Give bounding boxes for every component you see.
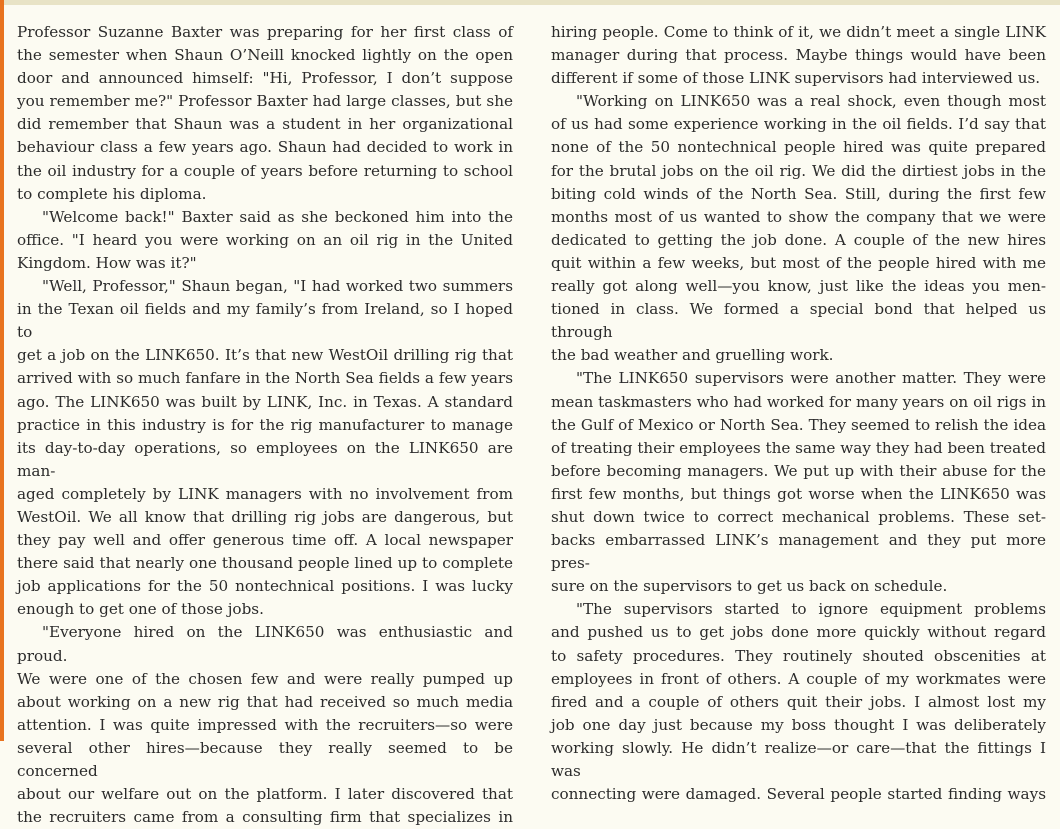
- text-line: job applications for the 50 nontechnical positions. I was lucky: [17, 577, 513, 596]
- text-line: dedicated to getting the job done. A couple of the new hires: [551, 230, 1046, 249]
- text-line: Kingdom. How was it?": [17, 253, 197, 272]
- text-line: in the Texan oil fields and my family’s from Ireland, so I hoped to: [17, 300, 513, 342]
- text-line: none of the 50 nontechnical people hired was quite prepared: [551, 138, 1046, 157]
- text-line: "Welcome back!" Baxter said as she beckoned him into the: [42, 207, 513, 226]
- text-line: quit within a few weeks, but most of the people hired with me: [551, 253, 1046, 272]
- text-line: "Working on LINK650 was a real shock, even though most: [576, 92, 1046, 111]
- text-line: practice in this industry is for the rig manufacturer to manage: [17, 415, 513, 434]
- text-line: the Gulf of Mexico or North Sea. They seemed to relish the idea: [551, 415, 1046, 434]
- text-line: employees in front of others. A couple of my workmates were: [551, 669, 1046, 688]
- text-line: about working on a new rig that had received so much media: [17, 692, 513, 711]
- text-line: behaviour class a few years ago. Shaun had decided to work in: [17, 138, 513, 157]
- text-line: to complete his diploma.: [17, 184, 207, 203]
- paragraph: [17, 275, 513, 621]
- text-line: the recruiters came from a consulting firm that specializes in: [17, 808, 513, 827]
- text-line: mean taskmasters who had worked for many years on oil rigs in: [551, 392, 1046, 411]
- paragraph: [551, 598, 1046, 806]
- paragraph: [551, 367, 1046, 598]
- text-line: door and announced himself: "Hi, Professor, I don’t suppose: [17, 69, 513, 88]
- paragraph: [17, 21, 513, 206]
- text-line: "The LINK650 supervisors were another matter. They were: [576, 369, 1046, 388]
- text-line: really got along well—you know, just like the ideas you men-: [551, 277, 1046, 296]
- text-line: to safety procedures. They routinely shouted obscenities at: [551, 646, 1046, 665]
- text-line: the bad weather and gruelling work.: [551, 346, 834, 365]
- text-line: sure on the supervisors to get us back on schedule.: [551, 577, 948, 596]
- text-line: backs embarrassed LINK’s management and they put more pres-: [551, 531, 1046, 573]
- text-line: working slowly. He didn’t realize—or care—that the fittings I was: [551, 738, 1046, 780]
- text-line: Professor Suzanne Baxter was preparing for her first class of: [17, 23, 513, 41]
- text-line: manager during that process. Maybe things would have been: [551, 46, 1046, 65]
- text-line: hiring people. Come to think of it, we didn’t meet a single LINK: [551, 23, 1046, 41]
- text-line: job one day just because my boss thought I was deliberately: [551, 715, 1046, 734]
- text-line: of treating their employees the same way they had been treated: [551, 438, 1046, 457]
- text-line: there said that nearly one thousand people lined up to complete: [17, 554, 513, 573]
- text-line: you remember me?" Professor Baxter had large classes, but she: [17, 92, 513, 111]
- text-line: attention. I was quite impressed with the recruiters—so were: [17, 715, 513, 734]
- text-line: We were one of the chosen few and were really pumped up: [17, 669, 513, 688]
- text-line: "Well, Professor," Shaun began, "I had worked two summers: [42, 277, 513, 296]
- text-line: they pay well and offer generous time off. A local newspaper: [17, 531, 513, 550]
- text-line: and pushed us to get jobs done more quickly without regard: [551, 623, 1046, 642]
- text-line: different if some of those LINK supervisors had interviewed us.: [551, 69, 1041, 88]
- text-line: "The supervisors started to ignore equipment problems: [576, 600, 1046, 619]
- text-line: before becoming managers. We put up with their abuse for the: [551, 461, 1046, 480]
- text-line: tioned in class. We formed a special bond that helped us through: [551, 300, 1046, 342]
- left-accent-rule: [0, 0, 4, 741]
- paragraph: [551, 90, 1046, 367]
- text-line: biting cold winds of the North Sea. Still, during the first few: [551, 184, 1046, 203]
- text-line: about our welfare out on the platform. I later discovered that: [17, 785, 513, 804]
- text-line: get a job on the LINK650. It’s that new WestOil drilling rig that: [17, 346, 513, 365]
- paragraph: [17, 621, 513, 829]
- cropped-heading-strip: [4, 0, 1060, 5]
- text-line: several other hires—because they really seemed to be concerned: [17, 738, 513, 780]
- paragraph: [17, 206, 513, 275]
- text-line: for the brutal jobs on the oil rig. We did the dirtiest jobs in the: [551, 161, 1046, 180]
- text-line: months most of us wanted to show the company that we were: [551, 207, 1046, 226]
- text-line: office. "I heard you were working on an oil rig in the United: [17, 230, 513, 249]
- right-text-column: [551, 21, 1046, 806]
- text-line: connecting were damaged. Several people started finding ways: [551, 785, 1046, 804]
- text-line: enough to get one of those jobs.: [17, 600, 264, 619]
- text-line: the oil industry for a couple of years before returning to school: [17, 161, 513, 180]
- text-line: aged completely by LINK managers with no involvement from: [17, 484, 513, 503]
- text-line: of us had some experience working in the oil fields. I’d say that: [551, 115, 1046, 134]
- text-line: the semester when Shaun O’Neill knocked lightly on the open: [17, 46, 513, 65]
- text-line: "Everyone hired on the LINK650 was enthusiastic and proud.: [17, 623, 513, 665]
- text-line: fired and a couple of others quit their jobs. I almost lost my: [551, 692, 1046, 711]
- left-text-column: [17, 21, 513, 829]
- text-line: arrived with so much fanfare in the North Sea fields a few years: [17, 369, 513, 388]
- text-line: first few months, but things got worse when the LINK650 was: [551, 484, 1046, 503]
- text-line: ago. The LINK650 was built by LINK, Inc. in Texas. A standard: [17, 392, 513, 411]
- text-line: did remember that Shaun was a student in her organizational: [17, 115, 513, 134]
- text-line: WestOil. We all know that drilling rig jobs are dangerous, but: [17, 507, 513, 526]
- text-line: shut down twice to correct mechanical problems. These set-: [551, 507, 1046, 526]
- paragraph: [551, 21, 1046, 90]
- text-line: its day-to-day operations, so employees on the LINK650 are man-: [17, 438, 513, 480]
